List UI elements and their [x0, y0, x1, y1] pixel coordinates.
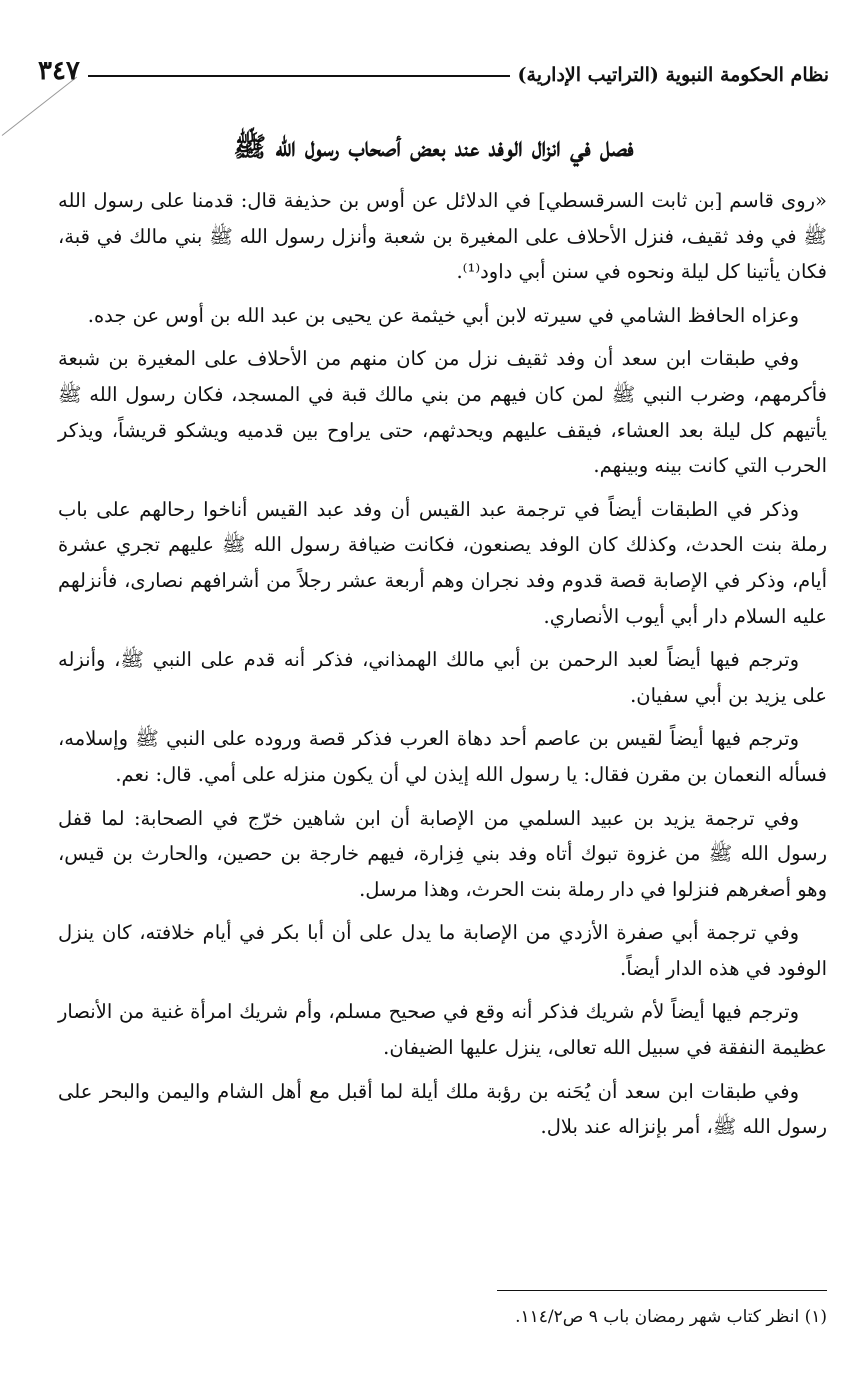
paragraph: وفي طبقات ابن سعد أن يُحَنه بن رؤبة ملك أيلة لما أقبل مع أهل الشام واليمن والبحر على رسول الله ﷺ، أمر بإنزاله عند بلال.	[58, 1079, 827, 1139]
paragraph: «روى قاسم [بن ثابت السرقسطي] في الدلائل عن أوس بن حذيفة قال: قدمنا على رسول الله ﷺ في وفد ثقيف، فنزل الأحلاف على المغيرة بن شعبة وأنزل رسول الله ﷺ بني مالك في قبة، فكان يأتينا كل ليلة ونحوه في سنن أبي داود⁽¹⁾.	[58, 189, 827, 284]
paragraph: وترجم فيها أيضاً لعبد الرحمن بن أبي مالك الهمذاني، فذكر أنه قدم على النبي ﷺ، وأنزله على يزيد بن أبي سفيان.	[58, 648, 827, 707]
paragraph: وترجم فيها أيضاً لقيس بن عاصم أحد دهاة العرب فذكر قصة وروده على النبي ﷺ وإسلامه، فسأله النعمان بن مقرن فقال: يا رسول الله إيذن لي أن يكون منزله على أمي. قال: نعم.	[58, 727, 827, 786]
running-title: نظام الحكومة النبوية (التراتيب الإدارية)	[517, 64, 829, 86]
paragraph: وعزاه الحافظ الشامي في سيرته لابن أبي خيثمة عن يحيى بن عبد الله بن أوس عن جده.	[87, 303, 799, 327]
header-rule	[88, 75, 510, 77]
footnote-rule	[497, 1290, 827, 1291]
page-header	[38, 50, 829, 86]
paragraph: وفي طبقات ابن سعد أن وفد ثقيف نزل من كان منهم من الأحلاف على المغيرة بن شبعة فأكرمهم، وضرب النبي ﷺ لمن كان فيهم من بني مالك قبة في المسجد، فكان رسول الله ﷺ يأتيهم كل ليلة بعد العشاء، فيقف عليهم ويحدثهم، حتى يراوح بين قدميه ويشكو قريشاً، ويذكر الحرب التي كانت بينه وبينهم.	[58, 347, 827, 478]
footnote: (١) انظر كتاب شهر رمضان باب ٩ ص١١٤/٢.	[515, 1307, 827, 1327]
paragraph: وترجم فيها أيضاً لأم شريك فذكر أنه وقع في صحيح مسلم، وأم شريك امرأة غنية من الأنصار عظيمة النفقة في سبيل الله تعالى، ينزل عليها الضيفان.	[58, 1000, 827, 1060]
body-text	[58, 183, 827, 1153]
paragraph: وذكر في الطبقات أيضاً في ترجمة عبد القيس أن وفد عبد القيس أناخوا رحالهم على باب رملة بنت الحدث، وكذلك كان الوفد يصنعون، فكانت ضيافة رسول الله ﷺ عليهم تجري عشرة أيام، وذكر في الإصابة قصة قدوم وفد نجران وهم أربعة عشر رجلاً من أشرافهم نصارى، فأنزلهم عليه السلام دار أبي أيوب الأنصاري.	[58, 497, 827, 628]
section-heading: فصل في انزال الوفد عند بعض أصحاب رسول الله ﷺ	[233, 132, 634, 163]
page-number: ٣٤٧	[38, 56, 80, 86]
paragraph: وفي ترجمة يزيد بن عبيد السلمي من الإصابة أن ابن شاهين خرّج في الصحابة: لما قفل رسول الله ﷺ من غزوة تبوك أتاه وفد بني فِزارة، فيهم خارجة بن حصين، والحارث بن قيس، وهو أصغرهم فنزلوا في دار رملة بنت الحرث، وهذا مرسل.	[58, 806, 827, 901]
paragraph: وفي ترجمة أبي صفرة الأزدي من الإصابة ما يدل على أن أبا بكر في أيام خلافته، كان ينزل الوفود في هذه الدار أيضاً.	[58, 921, 827, 980]
